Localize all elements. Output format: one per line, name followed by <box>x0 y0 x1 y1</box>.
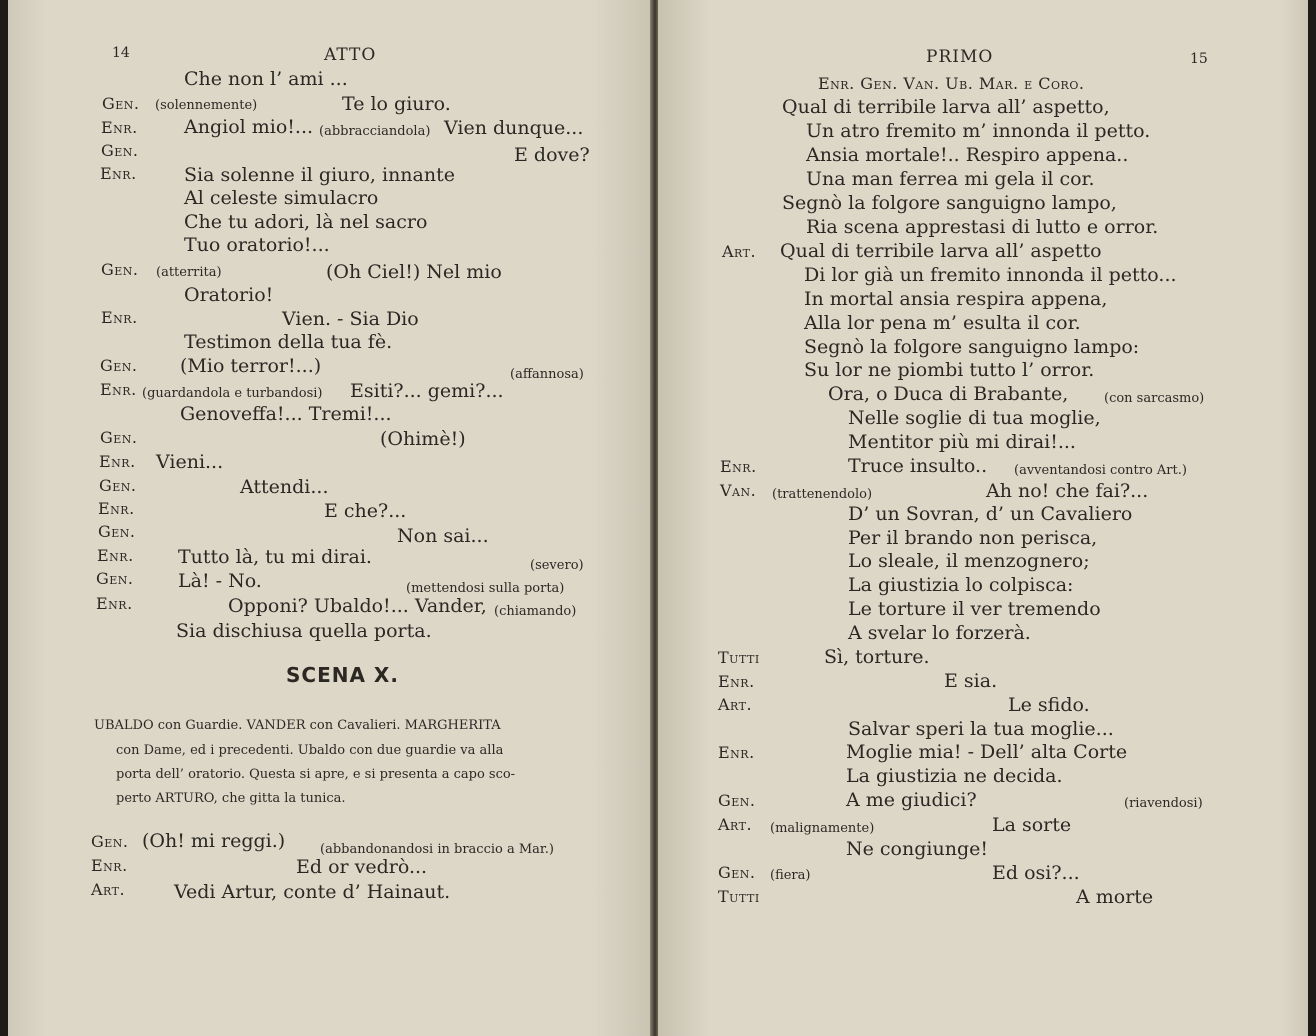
page-number: 14 <box>112 45 130 61</box>
verse-line: (Ohimè!) <box>380 428 466 450</box>
verse-line: Una man ferrea mi gela il cor. <box>806 168 1095 190</box>
verse-line: A me giudici? <box>846 789 977 811</box>
right-page <box>658 0 1308 1036</box>
verse-line: Che tu adori, là nel sacro <box>184 211 428 233</box>
verse-line: (Oh! mi reggi.) <box>142 830 286 852</box>
verse-line: Le sfido. <box>1008 694 1090 716</box>
running-head: PRIMO <box>926 47 994 67</box>
verse-line: (Mio terror!...) <box>180 355 322 377</box>
stage-direction-line: porta dell’ oratorio. Questa si apre, e si presenta a capo sco- <box>116 767 516 782</box>
verse-line: Sia dischiusa quella porta. <box>176 620 432 642</box>
verse-line: Mentitor più mi dirai!... <box>848 431 1076 453</box>
verse-line: Ed or vedrò... <box>296 856 428 878</box>
verse-line: Tutto là, tu mi dirai. <box>178 546 372 568</box>
stage-cue: (trattenendolo) <box>772 487 873 502</box>
speaker: Gen. <box>101 260 139 279</box>
stage-cue: (affannosa) <box>510 367 584 382</box>
verse-line: E dove? <box>514 144 590 166</box>
speaker: Art. <box>718 695 753 714</box>
stage-cue: (solennemente) <box>155 98 258 113</box>
verse-line: Qual di terribile larva all’ aspetto <box>780 240 1102 262</box>
verse-line: E sia. <box>944 670 998 692</box>
verse-line: Vieni... <box>156 451 224 473</box>
left-page <box>8 0 656 1036</box>
speaker: Enr. <box>96 594 133 613</box>
verse-line: Sì, torture. <box>824 646 930 668</box>
verse-line: A morte <box>1076 886 1154 908</box>
verse-line: Segnò la folgore sanguigno lampo: <box>804 336 1140 358</box>
speaker: Art. <box>91 880 126 899</box>
stage-cue: (mettendosi sulla porta) <box>406 581 565 596</box>
speaker: Enr. <box>720 457 757 476</box>
verse-line: Genoveffa!... Tremi!... <box>180 403 392 425</box>
verse-line: Testimon della tua fè. <box>184 331 393 353</box>
verse-line: Su lor ne piombi tutto l’ orror. <box>804 359 1095 381</box>
verse-line: Ah no! che fai?... <box>986 480 1149 502</box>
verse-line: Lo sleale, il menzognero; <box>848 550 1090 572</box>
verse-line: Di lor già un fremito innonda il petto... <box>804 264 1177 286</box>
speaker: Gen. <box>96 569 134 588</box>
running-head: ATTO <box>324 45 377 65</box>
verse-line: Là! - No. <box>178 570 262 592</box>
stage-direction-line: UBALDO con Guardie. VANDER con Cavalieri. MARGHERITA <box>94 718 501 733</box>
verse-line: Vien dunque... <box>444 117 584 139</box>
speaker: Enr. <box>718 743 755 762</box>
speaker: Enr. <box>101 118 138 137</box>
stage-cue: (malignamente) <box>770 821 875 836</box>
verse-line: Salvar speri la tua moglie... <box>848 718 1114 740</box>
verse-line: Non sai... <box>397 525 489 547</box>
verse-line: Al celeste simulacro <box>184 187 379 209</box>
speaker: Enr. <box>101 308 138 327</box>
scene-title: SCENA X. <box>286 663 399 687</box>
speaker: Art. <box>718 815 753 834</box>
stage-cue: (guardandola e turbandosi) <box>142 386 323 401</box>
verse-line: La giustizia lo colpisca: <box>848 574 1074 596</box>
verse-line: Vedi Artur, conte d’ Hainaut. <box>174 881 451 903</box>
speaker: Gen. <box>718 791 756 810</box>
verse-line: A svelar lo forzerà. <box>848 622 1031 644</box>
verse-line: Opponi? Ubaldo!... Vander, <box>228 595 487 617</box>
verse-line: Le torture il ver tremendo <box>848 598 1101 620</box>
speaker: Van. <box>720 481 757 500</box>
stage-cue: (chiamando) <box>494 604 577 619</box>
verse-line: Per il brando non perisca, <box>848 527 1098 549</box>
verse-line: In mortal ansia respira appena, <box>804 288 1108 310</box>
verse-line: Alla lor pena m’ esulta il cor. <box>804 312 1081 334</box>
verse-line: Vien. - Sia Dio <box>282 308 419 330</box>
chorus-heading: Enr. Gen. Van. Ub. Mar. e Coro. <box>818 74 1085 93</box>
verse-line: Un atro fremito m’ innonda il petto. <box>806 120 1151 142</box>
verse-line: E che?... <box>324 500 407 522</box>
stage-direction-line: con Dame, ed i precedenti. Ubaldo con due guardie va alla <box>116 743 504 758</box>
verse-line: Angiol mio!... <box>184 116 314 138</box>
verse-line: Nelle soglie di tua moglie, <box>848 407 1101 429</box>
speaker: Enr. <box>91 856 128 875</box>
speaker: Gen. <box>100 428 138 447</box>
stage-direction-line: perto ARTURO, che gitta la tunica. <box>116 791 346 806</box>
speaker: Enr. <box>97 546 134 565</box>
speaker: Gen. <box>102 94 140 113</box>
stage-cue: (atterrita) <box>156 265 222 280</box>
verse-line: Truce insulto.. <box>848 455 988 477</box>
verse-line: D’ un Sovran, d’ un Cavaliero <box>848 503 1133 525</box>
speaker: Gen. <box>718 863 756 882</box>
speaker: Tutti <box>718 887 760 906</box>
verse-line: Ne congiunge! <box>846 838 988 860</box>
verse-line: La giustizia ne decida. <box>846 765 1063 787</box>
verse-line: Moglie mia! - Dell’ alta Corte <box>846 741 1128 763</box>
verse-line: Ora, o Duca di Brabante, <box>828 383 1069 405</box>
verse-line: Ed osi?... <box>992 862 1080 884</box>
stage-cue: (abbracciandola) <box>319 124 431 139</box>
speaker: Enr. <box>100 164 137 183</box>
speaker: Art. <box>722 242 757 261</box>
speaker: Enr. <box>718 672 755 691</box>
verse-line: Oratorio! <box>184 284 274 306</box>
verse-line: Che non l’ ami ... <box>184 68 348 90</box>
page-number: 15 <box>1190 51 1208 67</box>
stage-cue: (abbandonandosi in braccio a Mar.) <box>320 842 554 857</box>
verse-line: Sia solenne il giuro, innante <box>184 164 455 186</box>
stage-cue: (severo) <box>530 558 584 573</box>
stage-cue: (riavendosi) <box>1124 796 1203 811</box>
speaker: Gen. <box>91 832 129 851</box>
stage-cue: (con sarcasmo) <box>1104 391 1205 406</box>
verse-line: Esiti?... gemi?... <box>350 380 504 402</box>
stage-cue: (avventandosi contro Art.) <box>1014 463 1187 478</box>
speaker: Gen. <box>100 356 138 375</box>
speaker: Gen. <box>99 476 137 495</box>
verse-line: La sorte <box>992 814 1072 836</box>
verse-line: Tuo oratorio!... <box>184 234 330 256</box>
verse-line: Ria scena apprestasi di lutto e orror. <box>806 216 1159 238</box>
verse-line: Qual di terribile larva all’ aspetto, <box>782 96 1110 118</box>
verse-line: Te lo giuro. <box>342 93 451 115</box>
speaker: Enr. <box>98 499 135 518</box>
speaker: Enr. <box>100 380 137 399</box>
speaker: Gen. <box>98 522 136 541</box>
speaker: Tutti <box>718 648 760 667</box>
stage-cue: (fiera) <box>770 868 811 883</box>
verse-line: Segnò la folgore sanguigno lampo, <box>782 192 1117 214</box>
speaker: Gen. <box>101 141 139 160</box>
verse-line: Ansia mortale!.. Respiro appena.. <box>806 144 1129 166</box>
verse-line: Attendi... <box>240 476 329 498</box>
verse-line: (Oh Ciel!) Nel mio <box>326 261 502 283</box>
speaker: Enr. <box>99 452 136 471</box>
